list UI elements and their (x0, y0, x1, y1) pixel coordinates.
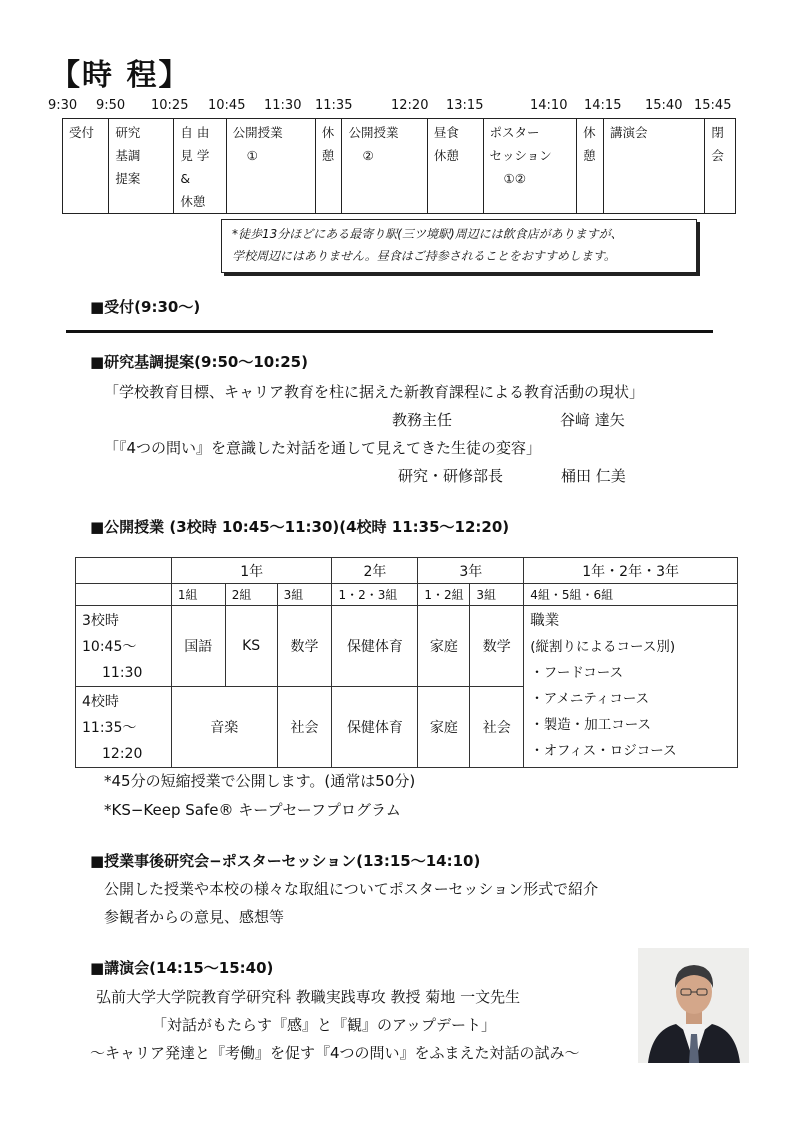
class-header: 1・2組 (418, 584, 470, 606)
schedule-closing: 閉 会 (705, 119, 736, 214)
header-blank (76, 558, 172, 584)
lesson-note-2: *KS−Keep Safe® キープセーフプログラム (104, 801, 401, 819)
time-label: 11:30 (264, 98, 302, 113)
schedule-keynote: 研究 基調 提案 (109, 119, 174, 214)
poster-line-2: 参観者からの意見、感想等 (104, 908, 285, 926)
class-header: 1・2・3組 (332, 584, 418, 606)
subject-cell: 保健体育 (332, 606, 418, 687)
time-label: 10:25 (151, 98, 189, 113)
period-4-cell: 4校時 11:35〜 12:20 (76, 687, 172, 768)
subject-cell: 保健体育 (332, 687, 418, 768)
subject-cell: KS (225, 606, 277, 687)
keynote-role-1: 教務主任 (392, 411, 453, 429)
keynote-talk-2: 「『4つの問い』を意識した対話を通して見えてきた生徒の変容」 (104, 439, 542, 457)
time-label: 9:50 (96, 98, 126, 113)
header-blank (76, 584, 172, 606)
subject-cell: 社会 (277, 687, 332, 768)
time-label: 13:15 (446, 98, 484, 113)
schedule-open-lesson-2: 公開授業 ② (342, 119, 427, 214)
lesson-note-1: *45分の短縮授業で公開します。(通常は50分) (104, 772, 416, 790)
speaker-photo (638, 948, 749, 1063)
class-header: 3組 (470, 584, 524, 606)
time-label: 12:20 (391, 98, 429, 113)
time-label: 14:15 (584, 98, 622, 113)
subject-cell: 国語 (171, 606, 225, 687)
grade-2-header: 2年 (332, 558, 418, 584)
open-lessons-heading: ■公開授業 (3校時 10:45〜11:30)(4校時 11:35〜12:20) (90, 518, 510, 536)
schedule-lecture: 講演会 (603, 119, 704, 214)
keynote-heading: ■研究基調提案(9:50〜10:25) (90, 353, 308, 371)
lecture-heading: ■講演会(14:15〜15:40) (90, 959, 274, 977)
reception-heading: ■受付(9:30〜) (90, 298, 201, 316)
schedule-open-lesson-1: 公開授業 ① (226, 119, 315, 214)
keynote-talk-1: 「学校教育目標、キャリア教育を柱に据えた新教育課程による教育活動の現状」 (104, 383, 645, 401)
time-label: 15:45 (694, 98, 732, 113)
schedule-free-tour: 自 由 見 学 & 休憩 (174, 119, 226, 214)
subject-cell: 家庭 (418, 687, 470, 768)
subject-cell: 音楽 (171, 687, 277, 768)
time-label: 11:35 (315, 98, 353, 113)
class-header: 2組 (225, 584, 277, 606)
page-title: 【時 程】 (50, 58, 191, 93)
grade-3-header: 3年 (418, 558, 524, 584)
schedule-reception: 受付 (63, 119, 109, 214)
schedule-table (62, 118, 736, 214)
time-label: 14:10 (530, 98, 568, 113)
schedule-break-2: 休 憩 (577, 119, 604, 214)
timeline (48, 98, 748, 116)
class-header: 1組 (171, 584, 225, 606)
poster-line-1: 公開した授業や本校の様々な取組についてポスターセッション形式で紹介 (104, 880, 599, 898)
time-label: 9:30 (48, 98, 78, 113)
subject-cell: 社会 (470, 687, 524, 768)
lunch-note (221, 219, 697, 273)
grade-1-header: 1年 (171, 558, 332, 584)
lecture-speaker: 弘前大学大学院教育学研究科 教職実践専攻 教授 菊地 一文先生 (96, 988, 521, 1006)
time-label: 15:40 (645, 98, 683, 113)
lecture-title: 「対話がもたらす『感』と『観』のアップデート」 (152, 1016, 496, 1034)
keynote-name-1: 谷﨑 達矢 (560, 411, 625, 429)
schedule-lunch: 昼食 休憩 (427, 119, 483, 214)
time-label: 10:45 (208, 98, 246, 113)
keynote-role-2: 研究・研修部長 (398, 467, 504, 485)
subject-cell: 数学 (277, 606, 332, 687)
note-line: 学校周辺にはありません。昼食はご持参されることをおすすめします。 (232, 249, 616, 263)
keynote-name-2: 桶田 仁美 (561, 467, 626, 485)
all-grades-header: 1年・2年・3年 (524, 558, 738, 584)
subject-cell: 数学 (470, 606, 524, 687)
poster-heading: ■授業事後研究会−ポスターセッション(13:15〜14:10) (90, 852, 481, 870)
class-header: 3組 (277, 584, 332, 606)
open-lessons-table (75, 557, 738, 768)
period-3-cell: 3校時 10:45〜 11:30 (76, 606, 172, 687)
class-header: 4組・5組・6組 (524, 584, 738, 606)
schedule-poster-session: ポスター セッション ①② (483, 119, 577, 214)
divider (66, 330, 713, 333)
subject-cell: 家庭 (418, 606, 470, 687)
career-course-cell: 職業 (縦割りによるコース別) ・フードコース ・アメニティコース ・製造・加工コース ・オフィス・ロジコース (524, 606, 738, 768)
schedule-break-1: 休 憩 (315, 119, 342, 214)
note-line: *徒歩13分ほどにある最寄り駅(三ツ境駅)周辺には飲食店がありますが、 (232, 227, 623, 241)
lecture-subtitle: 〜キャリア発達と『考働』を促す『4つの問い』をふまえた対話の試み〜 (90, 1044, 580, 1062)
